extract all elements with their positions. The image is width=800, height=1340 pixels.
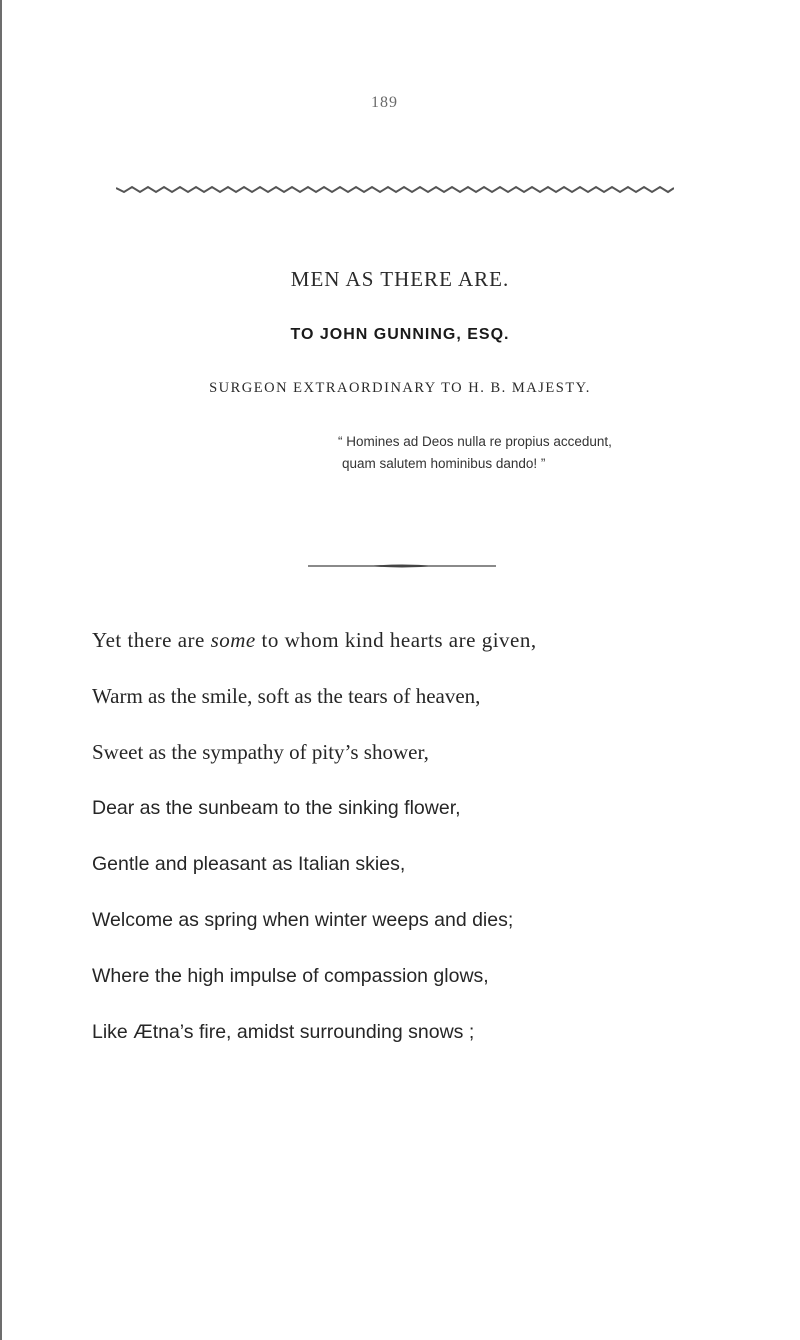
verse-line: Dear as the sunbeam to the sinking flower,: [92, 797, 461, 819]
verse-text: to whom kind hearts are given,: [255, 628, 537, 652]
verse-line: Welcome as spring when winter weeps and dies;: [92, 909, 514, 931]
poem-title: MEN AS THERE ARE.: [290, 267, 510, 291]
verse-line: Gentle and pleasant as Italian skies,: [92, 853, 406, 875]
verse-line: Where the high impulse of compassion glows,: [92, 965, 489, 987]
poem-stanza: [92, 628, 537, 1076]
verse-text: Yet there are: [92, 628, 211, 652]
emphasized-word: some: [210, 628, 256, 652]
verse-line: Like Ætna’s fire, amidst surrounding snows ;: [92, 1021, 475, 1043]
verse-line: [92, 628, 537, 684]
dedicatee-subtitle: SURGEON EXTRAORDINARY TO H. B. MAJESTY.: [209, 380, 591, 396]
epigraph: [338, 431, 612, 475]
page-edge: [0, 0, 2, 1340]
epigraph-line: quam salutem hominibus dando! ”: [342, 456, 546, 471]
separator-rule: [308, 563, 496, 569]
dedication: TO JOHN GUNNING, ESQ.: [290, 326, 510, 343]
ornament-rule: [116, 184, 674, 194]
verse-line: Warm as the smile, soft as the tears of heaven,: [92, 684, 481, 708]
verse-line: Sweet as the sympathy of pity’s shower,: [92, 740, 429, 764]
epigraph-line: “ Homines ad Deos nulla re propius accedunt,: [338, 434, 612, 449]
page-number: 189: [371, 94, 398, 111]
